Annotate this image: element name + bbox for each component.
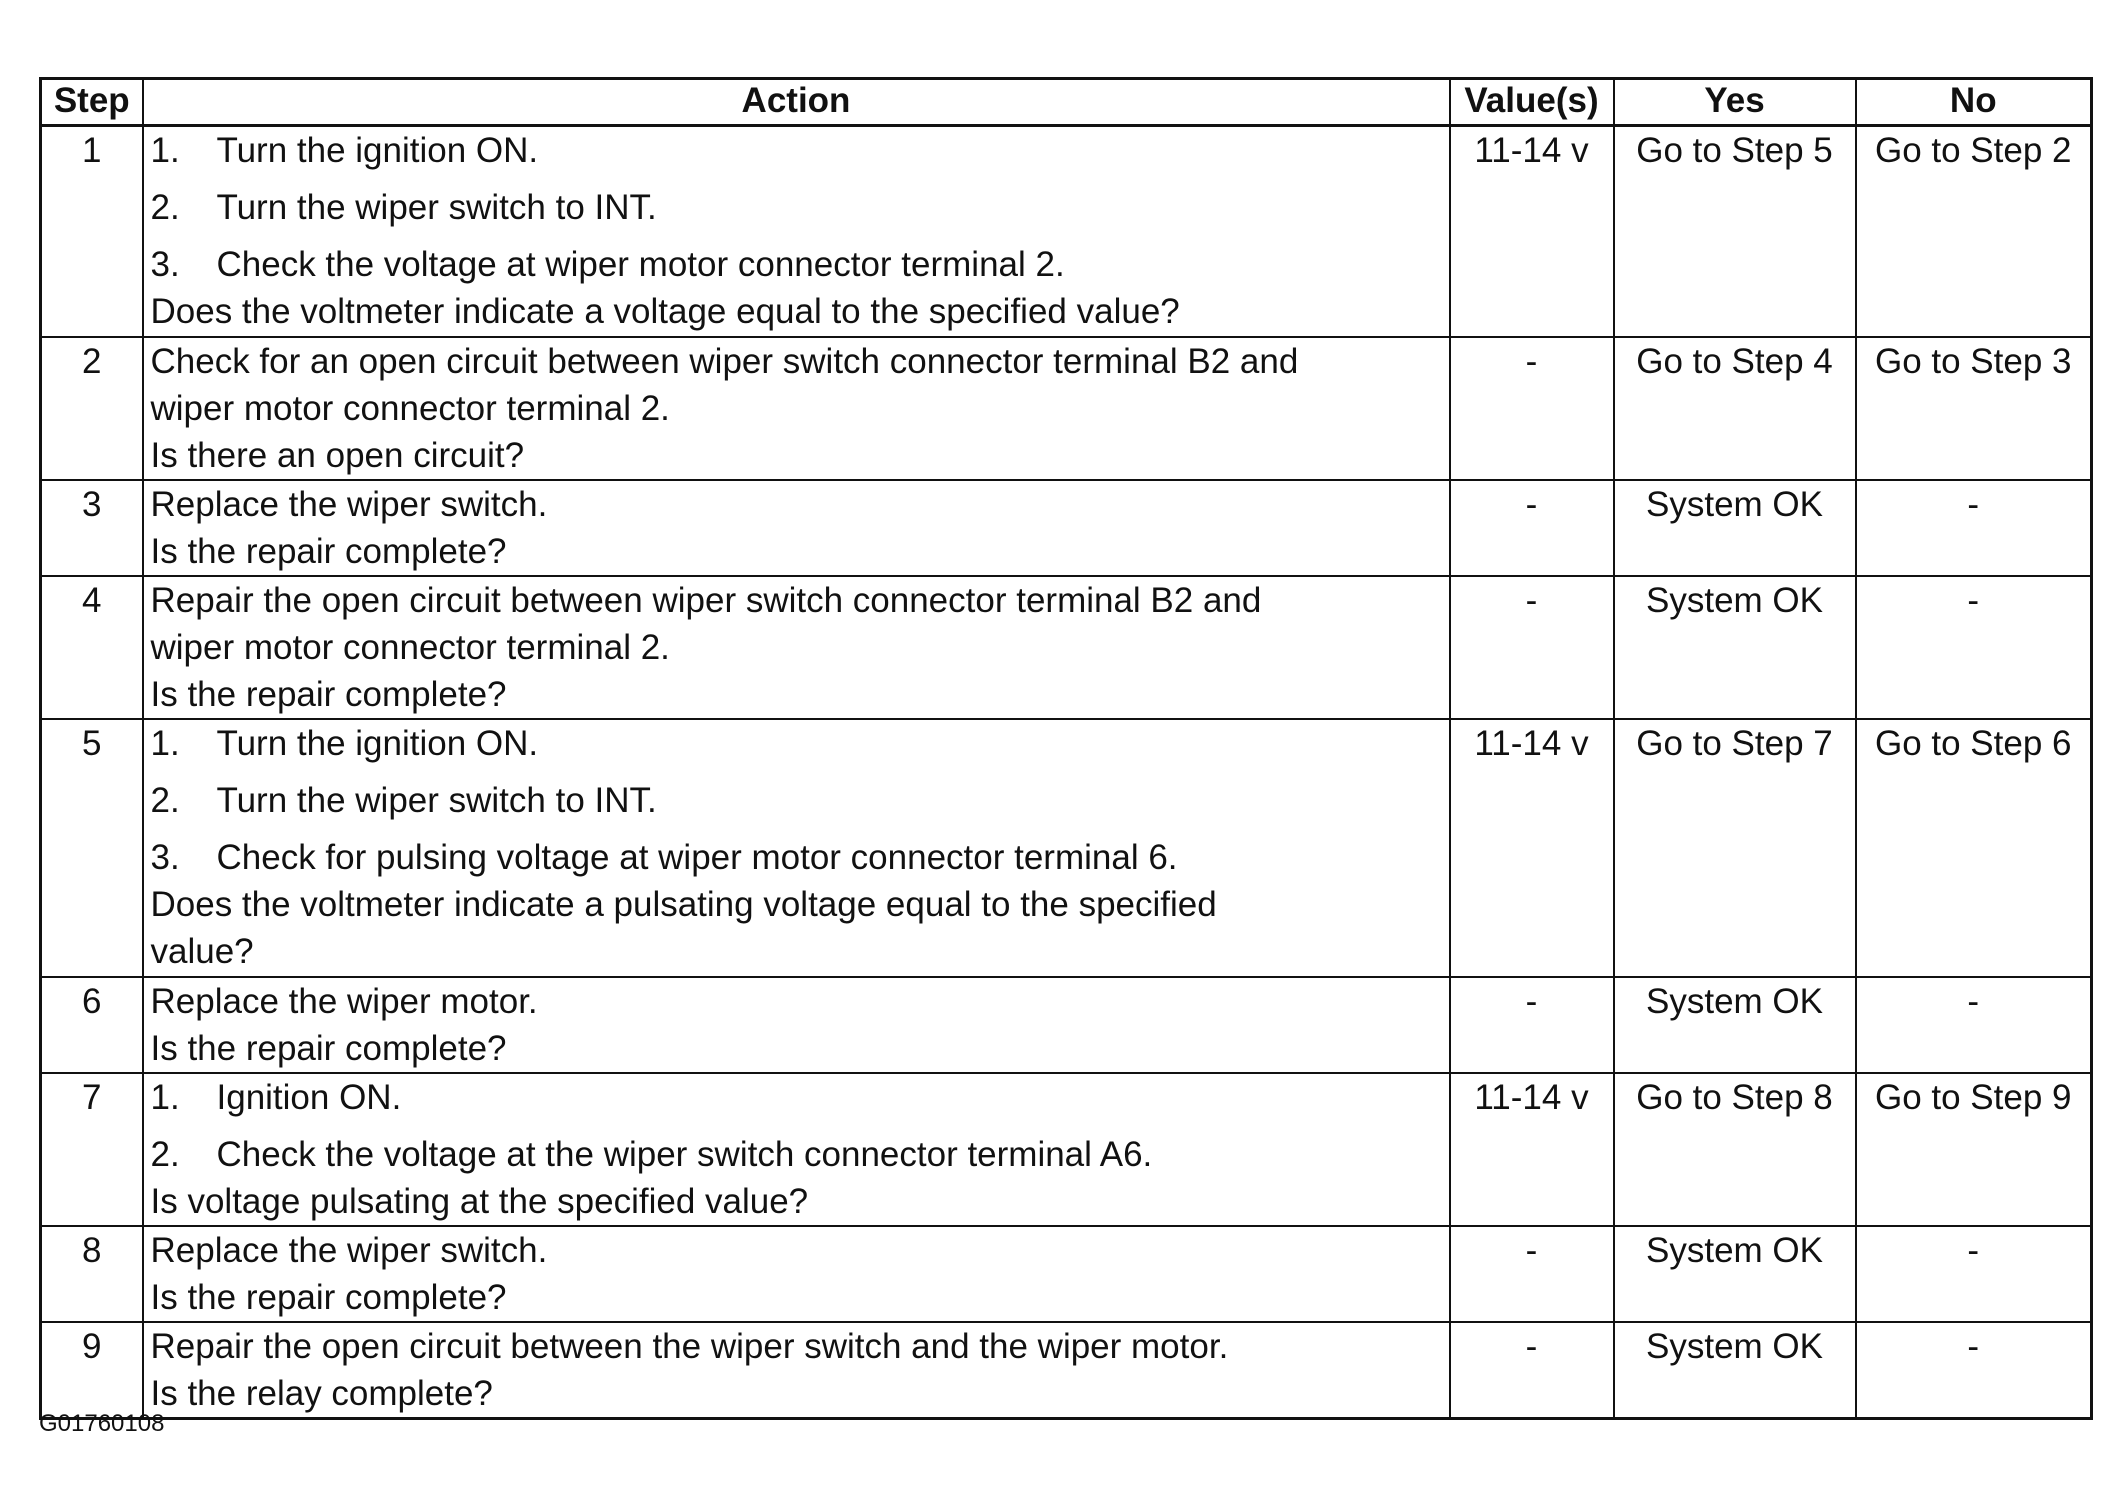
yes-cell: System OK bbox=[1614, 576, 1856, 719]
action-cell bbox=[143, 576, 1450, 719]
value-cell: 11-14 v bbox=[1450, 126, 1614, 337]
figure-code: G01760108 bbox=[39, 1410, 165, 1437]
step-number: 8 bbox=[41, 1226, 143, 1322]
no-cell: Go to Step 2 bbox=[1856, 126, 2092, 337]
table-row bbox=[41, 719, 2092, 977]
table-row bbox=[41, 576, 2092, 719]
action-step-item bbox=[151, 127, 1443, 174]
action-line: wiper motor connector terminal 2. bbox=[150, 627, 670, 667]
action-line: Repair the open circuit between the wiper switch and the wiper motor. bbox=[150, 1326, 1229, 1366]
table-row bbox=[41, 126, 2092, 337]
header-no: No bbox=[1856, 79, 2092, 126]
action-step-item bbox=[151, 1131, 1443, 1178]
yes-cell: System OK bbox=[1614, 1226, 1856, 1322]
value-cell: - bbox=[1450, 977, 1614, 1073]
value-cell: - bbox=[1450, 337, 1614, 480]
step-number: 6 bbox=[41, 977, 143, 1073]
table-row bbox=[41, 1073, 2092, 1226]
no-cell: - bbox=[1856, 576, 2092, 719]
no-cell: - bbox=[1856, 1226, 2092, 1322]
header-action: Action bbox=[143, 79, 1450, 126]
yes-cell: System OK bbox=[1614, 480, 1856, 576]
value-cell: - bbox=[1450, 1322, 1614, 1419]
action-step-item bbox=[151, 241, 1443, 288]
item-text: Check the voltage at wiper motor connector terminal 2. bbox=[216, 245, 1065, 284]
step-number: 3 bbox=[41, 480, 143, 576]
item-text: Check for pulsing voltage at wiper motor connector terminal 6. bbox=[216, 837, 1178, 877]
item-text: Turn the wiper switch to INT. bbox=[216, 780, 657, 820]
action-line: Repair the open circuit between wiper switch connector terminal B2 and bbox=[150, 580, 1262, 620]
table-row bbox=[41, 1226, 2092, 1322]
table-header-row bbox=[41, 79, 2092, 126]
item-text: Turn the ignition ON. bbox=[216, 131, 539, 170]
action-cell bbox=[143, 337, 1450, 480]
table-body bbox=[41, 126, 2092, 1419]
item-text: Check the voltage at the wiper switch connector terminal A6. bbox=[216, 1134, 1153, 1174]
action-step-item bbox=[151, 720, 1443, 767]
item-number: 2. bbox=[150, 1134, 180, 1174]
yes-cell: Go to Step 4 bbox=[1614, 337, 1856, 480]
action-line: Is the repair complete? bbox=[150, 674, 507, 714]
action-line: Check for an open circuit between wiper switch connector terminal B2 and bbox=[150, 341, 1299, 381]
no-cell: Go to Step 6 bbox=[1856, 719, 2092, 977]
item-text: Turn the ignition ON. bbox=[216, 723, 539, 763]
value-cell: - bbox=[1450, 480, 1614, 576]
action-cell bbox=[143, 1322, 1450, 1419]
no-cell: - bbox=[1856, 1322, 2092, 1419]
item-number: 3. bbox=[150, 245, 180, 284]
action-line: Is voltage pulsating at the specified value? bbox=[150, 1181, 809, 1221]
item-number: 2. bbox=[150, 780, 180, 820]
item-number: 1. bbox=[150, 131, 180, 170]
action-step-item bbox=[151, 834, 1443, 881]
step-number: 1 bbox=[41, 126, 143, 337]
value-cell: - bbox=[1450, 576, 1614, 719]
action-line: Does the voltmeter indicate a voltage equal to the specified value? bbox=[150, 292, 1180, 331]
action-cell bbox=[143, 1073, 1450, 1226]
action-line: Replace the wiper switch. bbox=[150, 484, 548, 524]
step-number: 4 bbox=[41, 576, 143, 719]
action-line: wiper motor connector terminal 2. bbox=[150, 388, 670, 428]
action-cell bbox=[143, 1226, 1450, 1322]
yes-cell: Go to Step 5 bbox=[1614, 126, 1856, 337]
action-line: Replace the wiper switch. bbox=[150, 1230, 548, 1270]
action-cell bbox=[143, 126, 1450, 337]
action-line: Is the repair complete? bbox=[150, 1028, 507, 1068]
action-step-item bbox=[151, 184, 1443, 231]
table-row bbox=[41, 977, 2092, 1073]
table-row bbox=[41, 1322, 2092, 1419]
item-number: 3. bbox=[150, 837, 180, 877]
step-number: 2 bbox=[41, 337, 143, 480]
item-number: 2. bbox=[150, 188, 180, 227]
no-cell: - bbox=[1856, 977, 2092, 1073]
diagnostic-table bbox=[39, 77, 2093, 1420]
action-line: Is the repair complete? bbox=[150, 1277, 507, 1317]
action-line: Replace the wiper motor. bbox=[150, 981, 538, 1021]
no-cell: - bbox=[1856, 480, 2092, 576]
value-cell: 11-14 v bbox=[1450, 1073, 1614, 1226]
step-number: 5 bbox=[41, 719, 143, 977]
step-number: 9 bbox=[41, 1322, 143, 1419]
header-step: Step bbox=[41, 79, 143, 126]
table-row bbox=[41, 480, 2092, 576]
action-cell bbox=[143, 719, 1450, 977]
item-number: 1. bbox=[150, 723, 180, 763]
action-line: value? bbox=[150, 931, 254, 971]
action-line: Is the relay complete? bbox=[150, 1373, 493, 1413]
action-cell bbox=[143, 480, 1450, 576]
yes-cell: System OK bbox=[1614, 977, 1856, 1073]
action-cell bbox=[143, 977, 1450, 1073]
header-yes: Yes bbox=[1614, 79, 1856, 126]
header-values: Value(s) bbox=[1450, 79, 1614, 126]
action-step-item bbox=[151, 777, 1443, 824]
yes-cell: Go to Step 8 bbox=[1614, 1073, 1856, 1226]
item-number: 1. bbox=[150, 1077, 180, 1117]
action-line: Does the voltmeter indicate a pulsating voltage equal to the specified bbox=[150, 884, 1217, 924]
no-cell: Go to Step 9 bbox=[1856, 1073, 2092, 1226]
item-text: Ignition ON. bbox=[216, 1077, 402, 1117]
table-row bbox=[41, 337, 2092, 480]
step-number: 7 bbox=[41, 1073, 143, 1226]
item-text: Turn the wiper switch to INT. bbox=[216, 188, 657, 227]
yes-cell: System OK bbox=[1614, 1322, 1856, 1419]
value-cell: 11-14 v bbox=[1450, 719, 1614, 977]
value-cell: - bbox=[1450, 1226, 1614, 1322]
action-line: Is there an open circuit? bbox=[150, 435, 525, 475]
action-line: Is the repair complete? bbox=[150, 531, 507, 571]
yes-cell: Go to Step 7 bbox=[1614, 719, 1856, 977]
no-cell: Go to Step 3 bbox=[1856, 337, 2092, 480]
action-step-item bbox=[151, 1074, 1443, 1121]
